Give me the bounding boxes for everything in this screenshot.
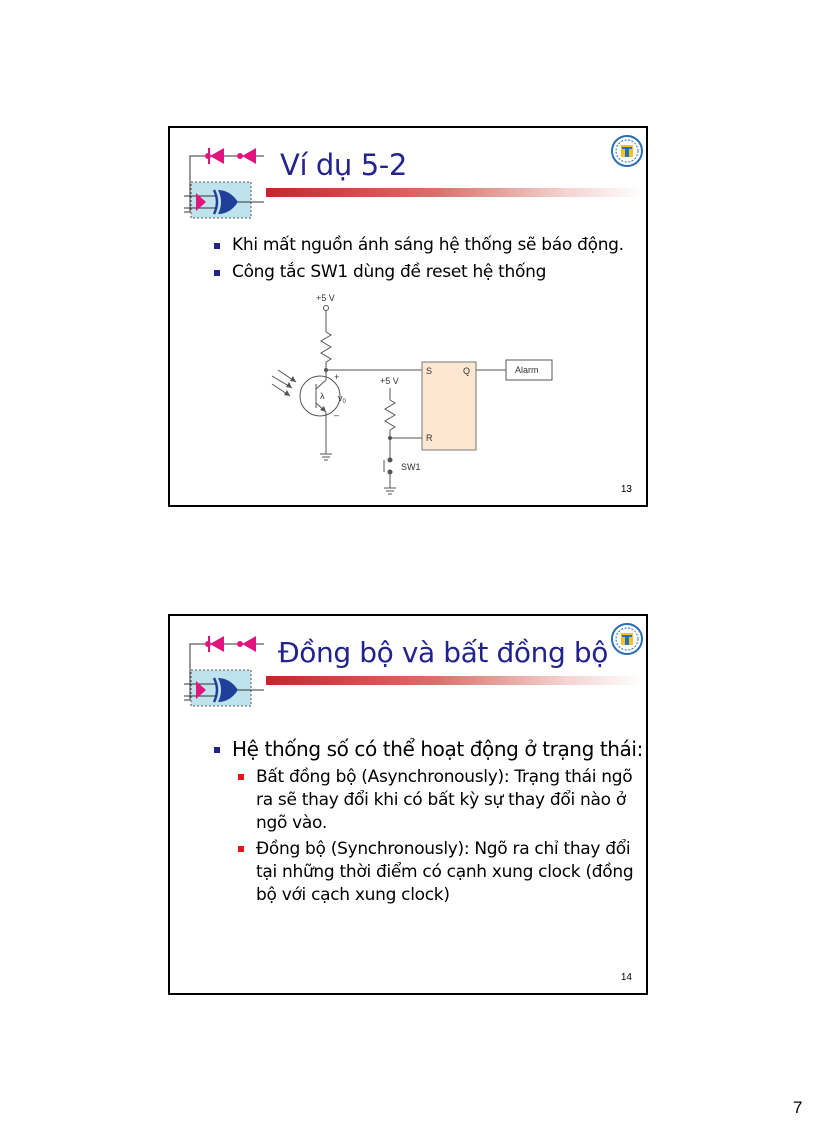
sw1-label: SW1 bbox=[401, 462, 421, 472]
bullet-list bbox=[214, 232, 644, 286]
vcc-mid-label: +5 V bbox=[380, 376, 399, 386]
sub-bullet-item: Bất đồng bộ (Asynchronously): Trạng thái ngõ ra sẽ thay đổi khi có bất kỳ sự thay đổi nào ở ngõ vào. bbox=[236, 766, 644, 835]
bullet-item: Khi mất nguồn ánh sáng hệ thống sẽ báo động. bbox=[214, 232, 644, 259]
vcc-top-label: +5 V bbox=[316, 293, 335, 303]
pin-r-label: R bbox=[426, 433, 433, 443]
lambda-symbol: λ bbox=[320, 391, 325, 401]
plus-sign: + bbox=[334, 372, 340, 382]
title-underline-bar bbox=[266, 676, 644, 685]
bullet-item: Công tắc SW1 dùng đề reset hệ thống bbox=[214, 259, 644, 286]
title-underline-bar bbox=[266, 188, 644, 197]
pin-s-label: S bbox=[426, 366, 433, 376]
sub-bullet-item: Đồng bộ (Synchronously): Ngõ ra chỉ thay đổi tại những thời điểm có cạnh xung clock (đồng bộ với cạch xung clock) bbox=[236, 838, 644, 907]
slide-number: 14 bbox=[620, 972, 632, 983]
bullet-text: Hệ thống số có thể hoạt động ở trạng thái: bbox=[232, 737, 643, 761]
pin-q-label: Q bbox=[463, 366, 471, 376]
page-number: 7 bbox=[793, 1098, 803, 1117]
minus-sign: – bbox=[334, 410, 340, 420]
sub-bullet-list bbox=[232, 766, 644, 907]
logic-gate-logo-icon bbox=[184, 628, 264, 708]
slide-title: Đồng bộ và bất đồng bộ bbox=[278, 636, 608, 669]
university-logo-icon bbox=[610, 622, 644, 656]
bullet-item bbox=[214, 734, 644, 907]
bullet-list bbox=[214, 734, 644, 910]
university-logo-icon bbox=[610, 134, 644, 168]
slide-title: Ví dụ 5-2 bbox=[280, 148, 407, 182]
slide-number: 13 bbox=[620, 484, 632, 495]
logic-gate-logo-icon bbox=[184, 140, 264, 220]
light-alarm-circuit-diagram bbox=[270, 288, 560, 500]
slide-13 bbox=[168, 126, 648, 507]
slide-14 bbox=[168, 614, 648, 995]
vo-label: $v_0$ bbox=[338, 393, 346, 405]
alarm-label: Alarm bbox=[515, 365, 539, 375]
